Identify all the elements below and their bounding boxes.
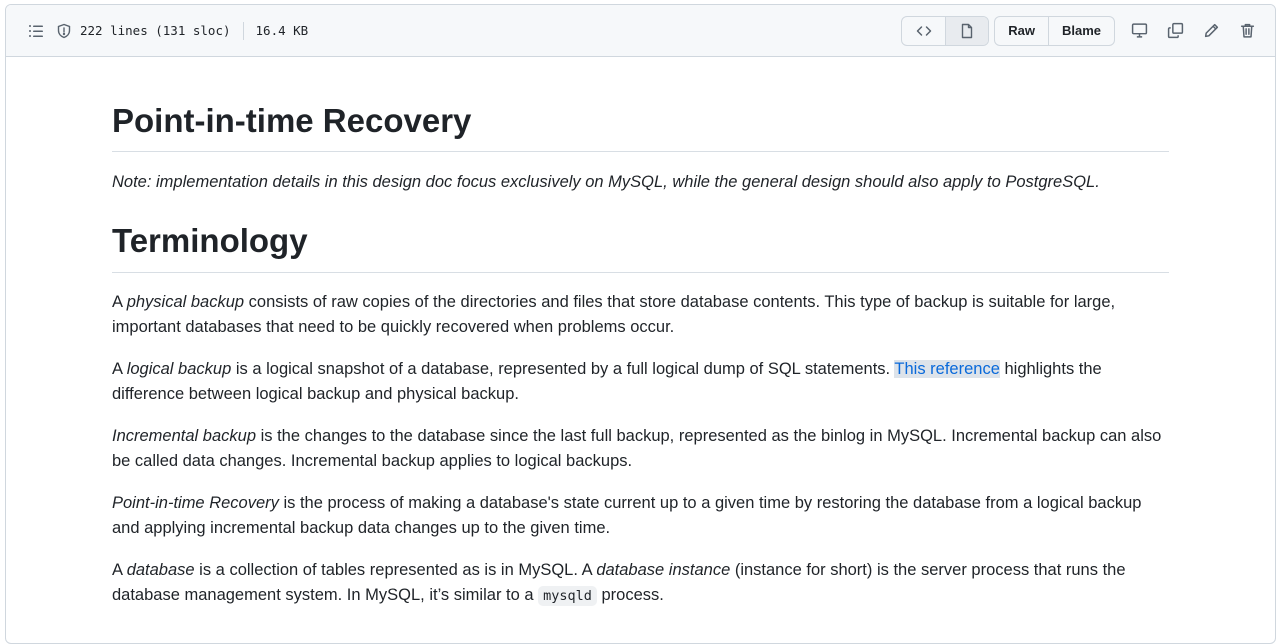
copy-icon[interactable] [1157,16,1193,46]
text-fragment: process. [596,585,664,604]
database-paragraph [112,558,1169,609]
preview-file-icon[interactable] [945,17,988,45]
term-logical-backup: logical backup [126,359,232,378]
code-view-icon[interactable] [902,17,945,45]
incremental-backup-paragraph [112,424,1169,474]
reference-link[interactable]: This reference [894,359,1000,378]
markdown-body [6,57,1275,609]
doc-title: Point-in-time Recovery [112,57,1169,152]
text-fragment: consists of raw copies of the directories and files that store database contents. This type of backup is suitable for large, important databases that need to be quickly recovered when problems occur. [112,292,1116,336]
text-fragment: is the changes to the database since the last full backup, represented as the binlog in MySQL. Incremental backup can also be called data changes. Incremental backup applies to logical backups. [112,426,1162,470]
logical-backup-paragraph [112,357,1169,407]
file-toolbar [6,5,1275,57]
raw-blame-group [994,16,1115,46]
line-count: 222 lines (131 sloc) [80,23,231,38]
file-viewer [5,4,1276,644]
view-toggle [901,16,989,46]
note-text: Note: implementation details in this design doc focus exclusively on MySQL, while the general design should also apply to PostgreSQL. [112,173,1100,192]
inline-code-mysqld: mysqld [538,586,597,606]
text-fragment: is the process of making a database's state current up to a given time by restoring the database from a logical backup and applying incremental backup data changes up to the given time. [112,493,1142,537]
text-fragment: highlights the difference between logical backup and physical backup. [112,359,1102,403]
note-paragraph [112,170,1169,195]
text-fragment: is a logical snapshot of a database, represented by a full logical dump of SQL statements. [231,359,895,378]
file-actions [901,16,1265,46]
term-database: database [126,560,195,579]
term-physical-backup: physical backup [126,292,245,311]
text-fragment: A [112,560,127,579]
term-database-instance: database instance [596,560,731,579]
trash-icon[interactable] [1229,16,1265,46]
text-fragment: A [112,292,127,311]
terminology-heading: Terminology [112,195,1169,272]
file-meta [50,22,308,40]
physical-backup-paragraph [112,290,1169,340]
term-pitr: Point-in-time Recovery [112,493,279,512]
outline-list-icon[interactable] [22,17,50,45]
blame-button[interactable]: Blame [1048,17,1114,45]
meta-divider [243,22,244,40]
text-fragment: (instance for short) is the server process that runs the database management system. In MySQL, it’s similar to a [112,560,1126,604]
desktop-icon[interactable] [1121,16,1157,46]
text-fragment: A [112,359,127,378]
raw-button[interactable]: Raw [995,17,1048,45]
shield-icon [56,23,72,39]
pitr-paragraph [112,491,1169,541]
file-size: 16.4 KB [255,23,309,38]
pencil-icon[interactable] [1193,16,1229,46]
text-fragment: is a collection of tables represented as is in MySQL. A [194,560,597,579]
term-incremental-backup: Incremental backup [112,426,256,445]
